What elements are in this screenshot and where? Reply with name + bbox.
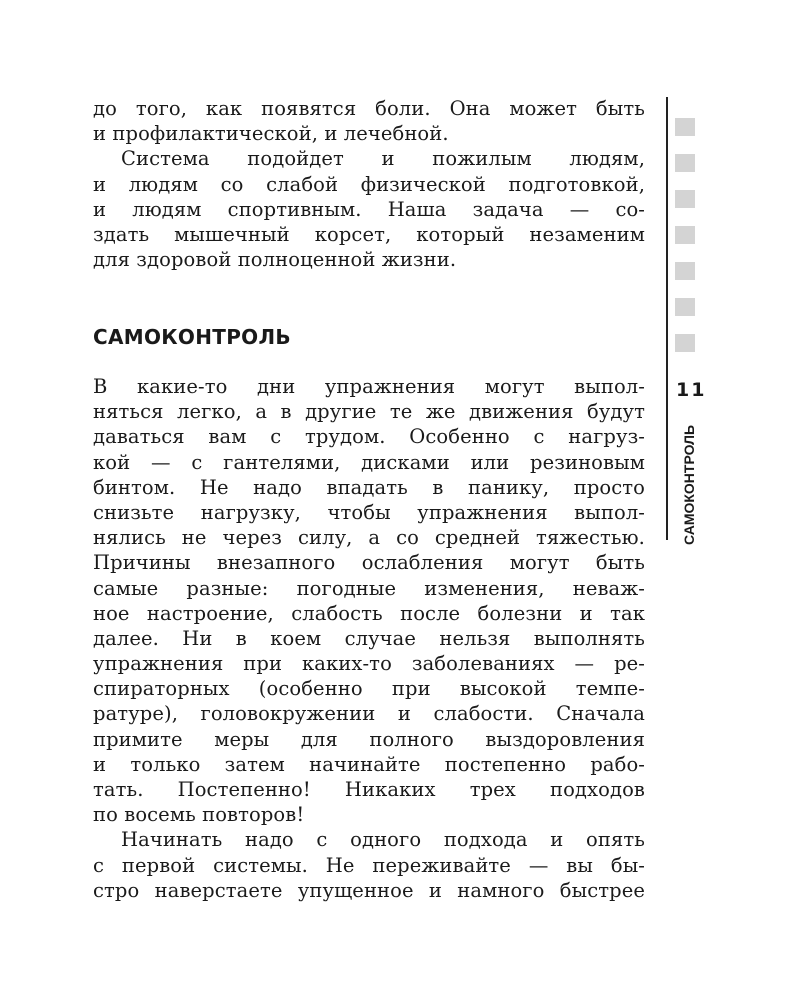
text-line: и профилактической, и лечебной.: [93, 122, 449, 146]
page-number: 11: [676, 379, 707, 401]
text-line: здать мышечный корсет, который незаменим: [93, 222, 645, 246]
text-line: спираторных (особенно при высокой темпе-: [93, 677, 645, 701]
section-heading: САМОКОНТРОЛЬ: [93, 325, 291, 349]
text-line: с первой системы. Не переживайте — вы бы-: [93, 853, 645, 877]
thumb-index-marker: [675, 118, 695, 136]
text-line: Система подойдет и пожилым людям,: [121, 147, 645, 171]
text-line: нялись не через силу, а со средней тяжестью.: [93, 526, 645, 550]
text-line: для здоровой полноценной жизни.: [93, 248, 457, 272]
text-line: самые разные: погодные изменения, неваж-: [93, 576, 645, 600]
running-head: САМОКОНТРОЛЬ: [681, 424, 697, 546]
thumb-index-marker: [675, 298, 695, 316]
text-line: ратуре), головокружении и слабости. Сначала: [93, 702, 645, 726]
section-body: [93, 374, 645, 903]
text-line: до того, как появятся боли. Она может быть: [93, 97, 645, 120]
intro-paragraphs: [93, 96, 645, 272]
text-line: стро наверстаете упущенное и намного быстрее: [93, 878, 645, 902]
text-line: примите меры для полного выздоровления: [93, 727, 645, 751]
thumb-index-marker: [675, 334, 695, 352]
thumb-index-marker: [675, 226, 695, 244]
text-line: ное настроение, слабость после болезни и так: [93, 601, 645, 625]
text-line: далее. Ни в коем случае нельзя выполнять: [93, 626, 645, 650]
text-line: бинтом. Не надо впадать в панику, просто: [93, 475, 645, 499]
thumb-index-marker: [675, 262, 695, 280]
text-line: снизьте нагрузку, чтобы упражнения выпол-: [93, 500, 645, 524]
sidebar-rule: [666, 97, 668, 540]
text-line: В какие-то дни упражнения могут выпол-: [93, 375, 645, 398]
text-line: няться легко, а в другие те же движения будут: [93, 400, 645, 424]
text-line: кой — с гантелями, дисками или резиновым: [93, 450, 645, 474]
text-line: упражнения при каких-то заболеваниях — ре-: [93, 652, 645, 676]
text-line: тать. Постепенно! Никаких трех подходов: [93, 778, 645, 801]
text-line: даваться вам с трудом. Особенно с нагруз-: [93, 425, 645, 449]
text-line: по восемь повторов!: [93, 803, 305, 827]
text-line: Причины внезапного ослабления могут быть: [93, 551, 645, 575]
thumb-index-marker: [675, 154, 695, 172]
thumb-index-marker: [675, 190, 695, 208]
text-line: и людям со слабой физической подготовкой,: [93, 172, 645, 196]
text-line: и только затем начинайте постепенно рабо-: [93, 752, 645, 776]
text-line: и людям спортивным. Наша задача — со-: [93, 197, 645, 221]
text-line: Начинать надо с одного подхода и опять: [121, 828, 645, 852]
